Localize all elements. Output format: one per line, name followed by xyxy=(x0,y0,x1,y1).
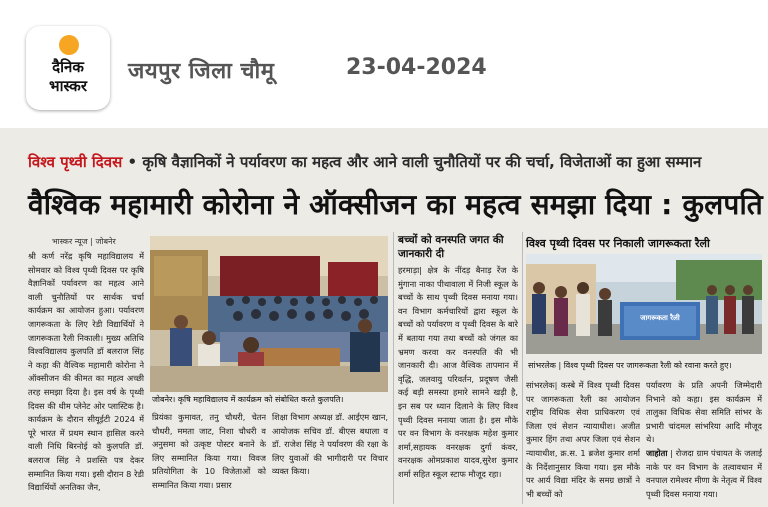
article-column-2: प्रियंका कुमावत, तनु चौधरी, चेतन चौधरी, ममता जाट, निशा चौधरी व अनुसमा को उत्कृष्ट पोस्टर बनाने के लिए सम्मानित किया गया। विवज प्रतियोगिता के 10 विजेताओं को सम्मानित किया गया। प्रसार xyxy=(152,412,266,490)
story3-column-2-text: पर्यावरण के प्रति अपनी जिम्मेदारी निभाने को कहा। इस कार्यक्रम में तालुका विधिक सेवा समिति सांभर के प्रभारी चांदमल सांभरिया आदि मौजूद थे। xyxy=(646,380,762,445)
column-divider xyxy=(522,232,523,504)
strap-text: कृषि वैज्ञानिकों ने पर्यावरण का महत्व और आने वाली चुनौतियों पर की चर्चा, विजेताओं का हुआ सम्मान xyxy=(142,153,702,171)
story3-jahota-paragraph: जाहोता | रोजदा ग्राम पंचायत के जलाई नाके पर वन विभाग के तत्वावधान में वनपाल रामेश्वर मीणा के नेतृत्व में विश्व पृथ्वी दिवस मनाया गया। xyxy=(646,447,762,499)
rally-photo xyxy=(526,254,762,354)
story2-text: हरमाड़ा| क्षेत्र के नींदड़ बैनाड़ रेंज के मुंगाना नाका पीथावाला में निजी स्कूल के बच्चों के साथ पृथ्वी दिवस मनाया गया। वन विभाग कर्मचारियों द्वारा स्कूल के बच्चों को पर्यावरण व पृथ्वी दिवस के बारे में बताया गया तथा बच्चों को जंगल का भ्रमण करवा कर वनस्पति की भी जानकारी दी। आज वैश्विक तापमान में वृद्धि, जलवायु परिवर्तन, प्रदूषण जैसी कई बड़ी समस्या हमारे सामने खड़ी है, इन सब पर ध्यान दिलाने के लिए विश्व पृथ्वी दिवस मनाया जाता है। इस मौके पर वन विभाग के वनरक्षक महेश कुमार शर्मा,सहायक वनरक्षक दुर्गा कंवर, वनरक्षक ओमप्रकाश यादव,सुरेश कुमार शर्मा सहित स्कूल स्टाफ मौजूद रहा। xyxy=(398,265,518,479)
page-header xyxy=(0,0,768,128)
story2-headline: बच्चों को वनस्पति जगत की जानकारी दी xyxy=(398,234,504,260)
article-headline: वैश्विक महामारी कोरोना ने ऑक्सीजन का महत्व समझा दिया : कुलपति xyxy=(28,188,763,221)
sun-icon xyxy=(59,35,79,55)
story3-column-2 xyxy=(646,379,762,503)
article-column-1: श्री कर्ण नरेंद्र कृषि महाविद्यालय में सोमवार को विश्व पृथ्वी दिवस पर कृषि वैज्ञानिकों पर्यावरण का महत्व आने वाली चुनौतियों पर सार्थक चर्चा कार्यक्रम का आयोजन हुआ। पर्यावरण जागरूकता के लिए रेडी विद्यार्थियों ने जागरूकता रैली निकाली। मुख्य अतिथि विश्वविद्यालय कुलपति डॉ बलराज सिंह ने कहा की वैश्विक महामारी कोरोना ने ऑक्सीजन की कीमत का महत्व अच्छी तरह समझा दिया है। इस वर्ष के पृथ्वी दिवस की थीम प्लेनेट ओर प्लास्टिक है। कार्यक्रम के दौरान सीयूईटी 2024 में पूरे भारत में प्रथम स्थान हासिल करने वाली निधि बिरनोई को कुलपति डॉ. बलराज सिंह ने प्रशस्ति पत्र देकर सम्मानित किया गया। इसी दौरान 8 रेडी विद्यार्थियों अनतिका जैन, xyxy=(28,251,144,493)
dainik-bhaskar-logo xyxy=(26,26,110,110)
story3-subhead: जाहोता xyxy=(646,447,668,458)
logo-line1: दैनिक xyxy=(52,58,84,76)
article-column-3: शिक्षा विभाग अध्यक्ष डॉ. आईएम खान, आयोजक सचिव डॉ. बीएस बधाला व डॉ. राजेश सिंह ने पर्यावरण की रक्षा के लिए युवाओं की भागीदारी पर विचार व्यक्त किया। xyxy=(272,412,388,477)
story3-headline: विश्व पृथ्वी दिवस पर निकाली जागरूकता रैली xyxy=(526,237,710,250)
strap-label: विश्व पृथ्वी दिवस xyxy=(28,153,123,171)
logo-line2: भास्कर xyxy=(49,77,87,95)
article-byline: भास्कर न्यूज | जोबनेर xyxy=(52,237,116,246)
edition-date: 23-04-2024 xyxy=(346,55,487,80)
edition-location: जयपुर जिला चौमू xyxy=(128,59,275,84)
column-divider xyxy=(393,232,394,504)
strap-bullet: • xyxy=(127,153,138,171)
rally-photo-caption: सांभरलेक | विश्व पृथ्वी दिवस पर जागरूकता रैली को रवाना करते हुए। xyxy=(528,361,732,370)
article-photo-caption: जोबनेर। कृषि महाविद्यालय में कार्यक्रम को संबोधित करते कुलपति। xyxy=(152,395,344,404)
article-strap xyxy=(28,152,701,172)
rally-banner-text: जागरूकता रैली xyxy=(640,314,680,322)
story3-jahota-text: रोजदा ग्राम पंचायत के जलाई नाके पर वन विभाग के तत्वावधान में वनपाल रामेश्वर मीणा के नेतृत्व में विश्व पृथ्वी दिवस मनाया गया। xyxy=(646,447,762,499)
article-photo xyxy=(150,236,388,392)
story3-column-1: सांभरलेक| कस्बे में विश्व पृथ्वी दिवस पर जागरूकता रैली का आयोजन राष्ट्रीय विधिक सेवा प्राधिकरण एवं जिला एवं सेशन न्यायाधीश। अजीत कुमार हिंग तथा अपर जिला एवं सेशन न्यायाधीश, क्र.स. 1 ब्रजेश कुमार शर्मा के निर्देशानुसार किया गया। इस मौके पर आर्य विद्या मंदिर के समग्र छात्रों ने भी बच्चों को xyxy=(526,380,640,499)
